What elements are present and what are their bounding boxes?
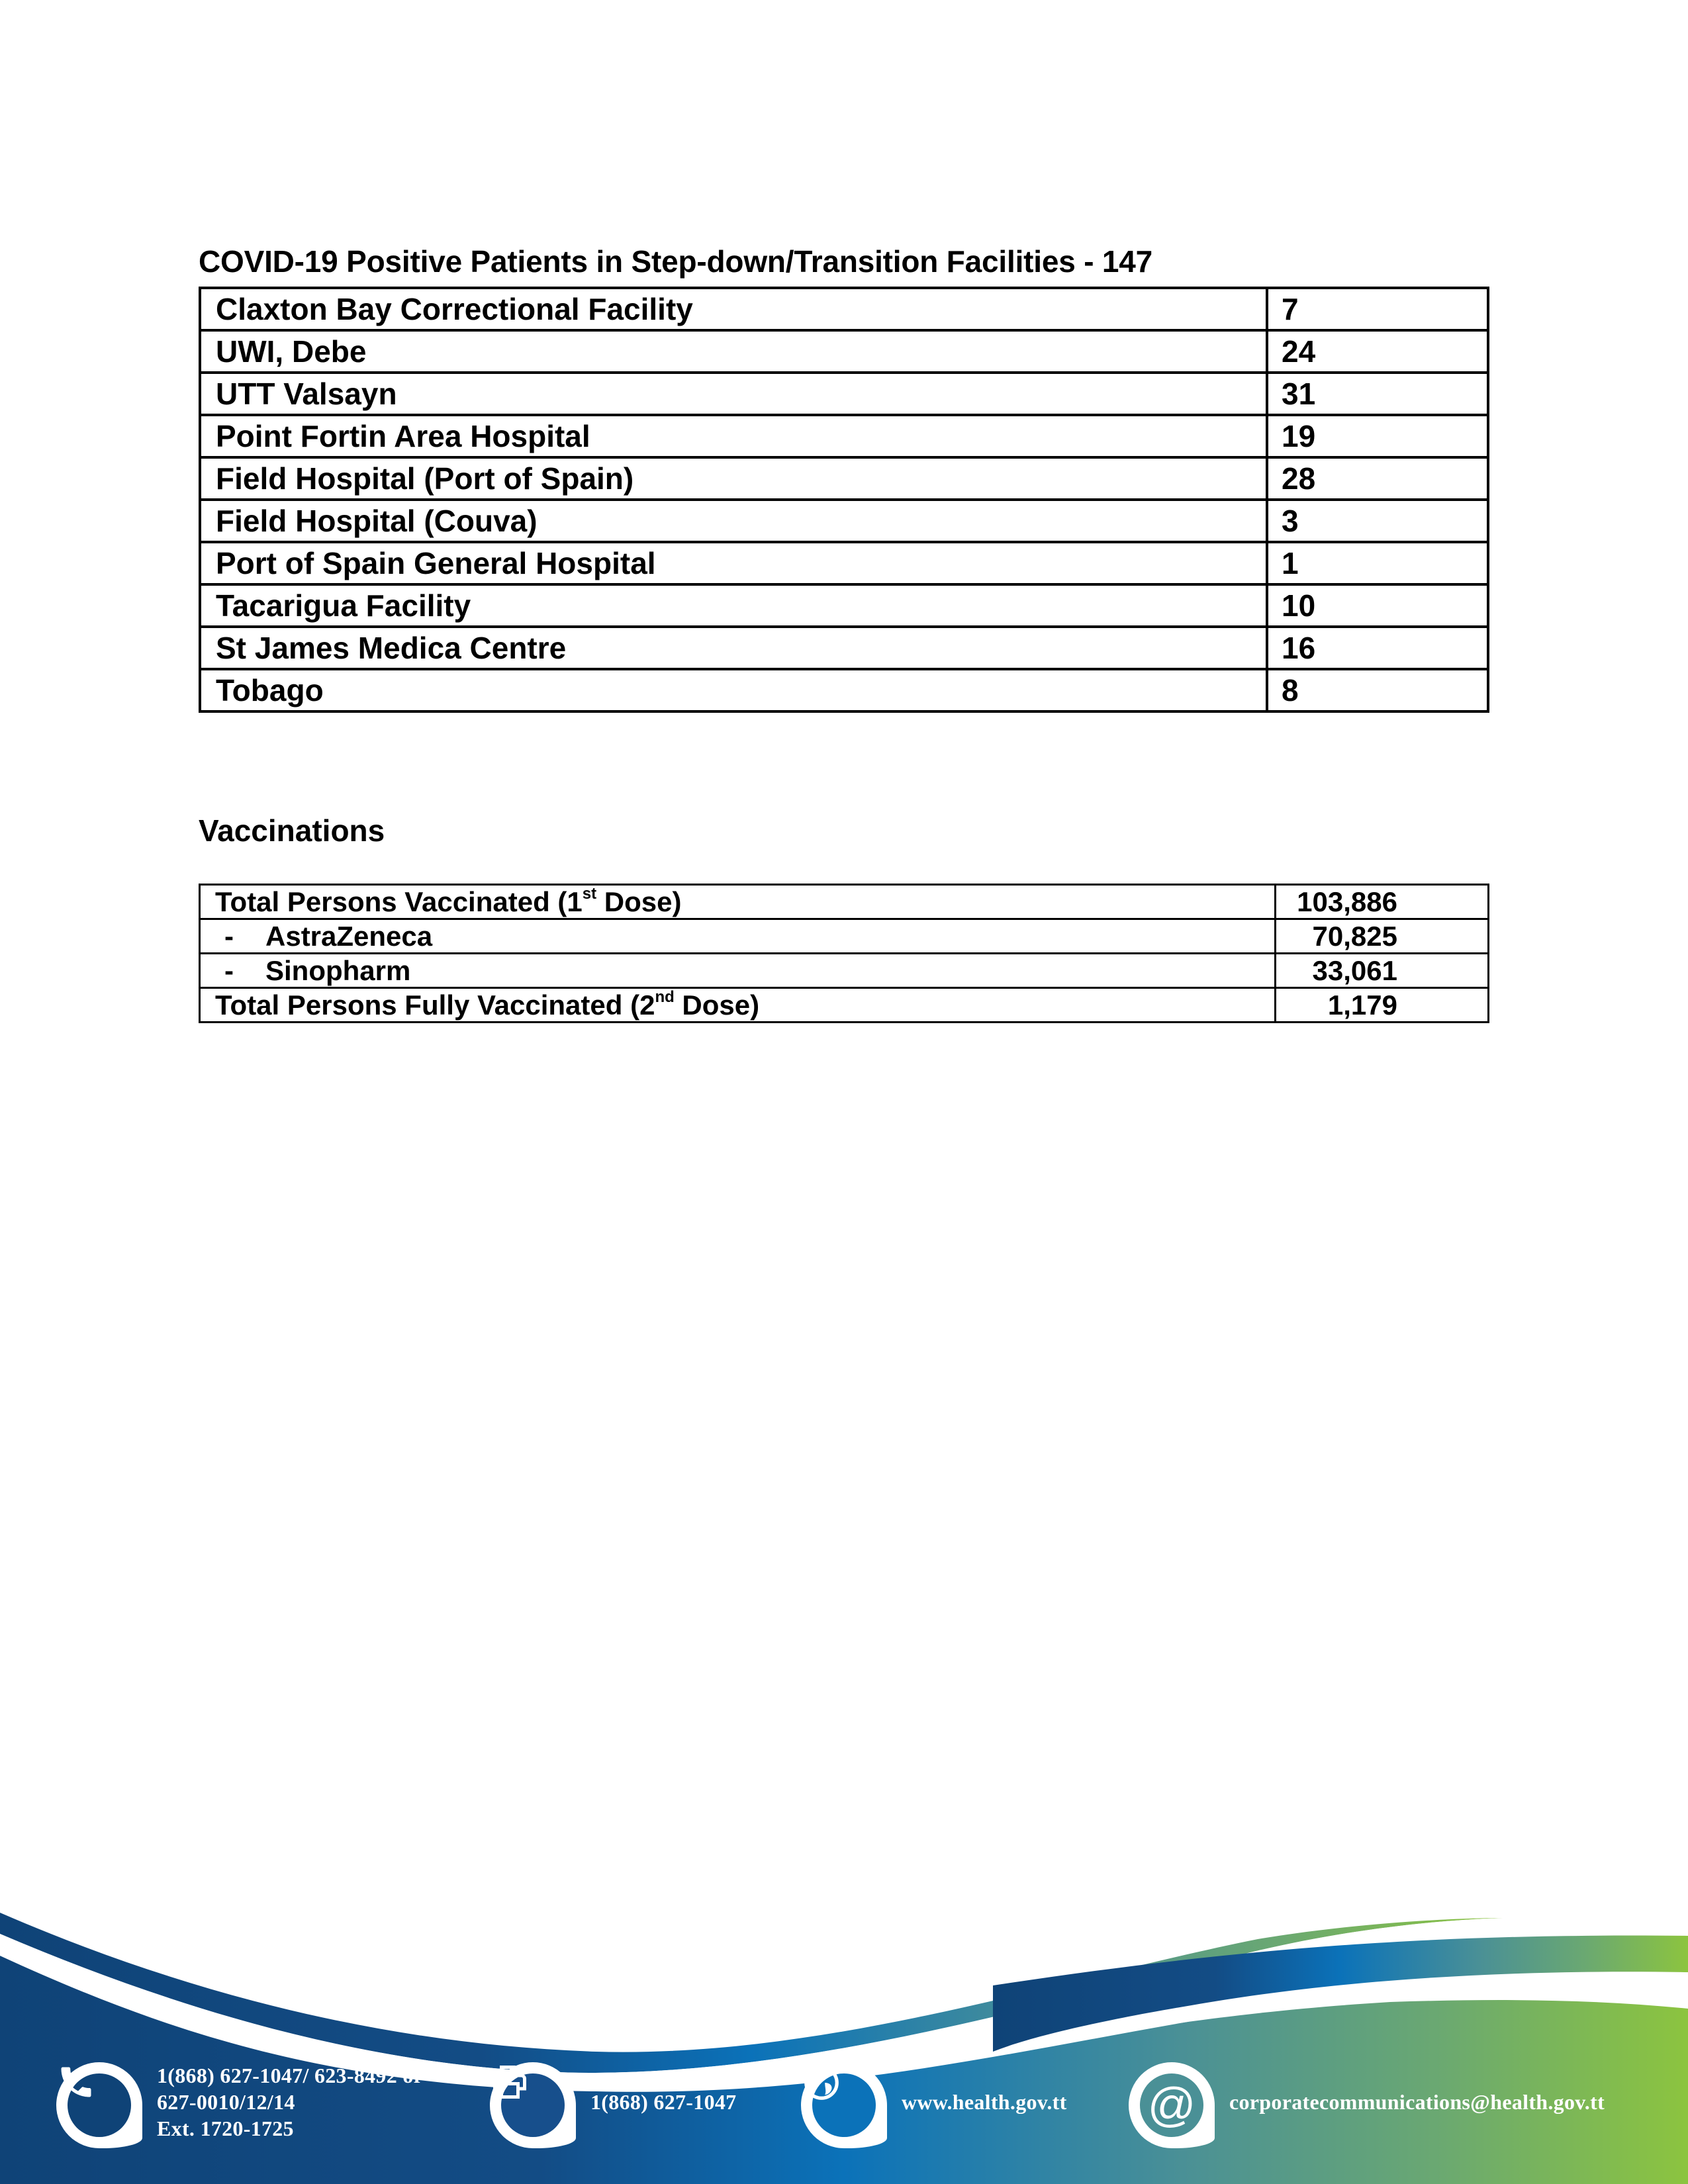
table-row — [200, 988, 1489, 1023]
fax-printer-icon — [501, 2073, 565, 2137]
table-row — [200, 584, 1488, 627]
facility-count: 7 — [1267, 288, 1488, 330]
facility-count: 3 — [1267, 500, 1488, 542]
phone-line: 627-0010/12/14 — [157, 2090, 295, 2114]
table-row — [200, 669, 1488, 711]
vaccination-label — [200, 885, 1276, 919]
facility-name: Port of Spain General Hospital — [200, 542, 1267, 584]
email-icon-badge — [1129, 2062, 1215, 2148]
facility-name: Field Hospital (Port of Spain) — [200, 457, 1267, 500]
vaccination-count: 103,886 — [1276, 885, 1489, 919]
vaccination-count: 70,825 — [1276, 919, 1489, 954]
table-row — [200, 885, 1489, 919]
ordinal-suffix: nd — [655, 988, 675, 1006]
table-row — [200, 500, 1488, 542]
phone-icon — [68, 2073, 131, 2137]
table-row — [200, 542, 1488, 584]
table-row — [200, 457, 1488, 500]
table-row — [200, 627, 1488, 669]
table-row — [200, 954, 1489, 988]
facility-count: 31 — [1267, 373, 1488, 415]
facility-name: UTT Valsayn — [200, 373, 1267, 415]
list-dash: - — [224, 955, 234, 986]
facility-name: Point Fortin Area Hospital — [200, 415, 1267, 457]
label-text: AstraZeneca — [265, 921, 433, 952]
label-text: Dose) — [596, 886, 682, 917]
label-text: Dose) — [674, 989, 760, 1021]
vaccinations-table — [199, 884, 1489, 1023]
vaccination-label — [200, 988, 1276, 1023]
facility-count: 28 — [1267, 457, 1488, 500]
vaccination-label — [200, 954, 1276, 988]
facilities-table — [199, 287, 1489, 713]
vaccination-label — [200, 919, 1276, 954]
phone-icon-badge — [56, 2062, 142, 2148]
vaccinations-section-title: Vaccinations — [199, 813, 385, 848]
contact-phone — [56, 2062, 423, 2148]
fax-icon-badge — [490, 2062, 576, 2148]
label-text: Sinopharm — [265, 955, 411, 986]
footer-banner — [0, 1893, 1688, 2184]
label-text: Total Persons Vaccinated (1 — [215, 886, 583, 917]
facility-name: Field Hospital (Couva) — [200, 500, 1267, 542]
facility-count: 10 — [1267, 584, 1488, 627]
facilities-section-title: COVID-19 Positive Patients in Step-down/Transition Facilities - 147 — [199, 244, 1153, 279]
facility-count: 1 — [1267, 542, 1488, 584]
website-icon-badge — [801, 2062, 887, 2148]
phone-line: 1(868) 627-1047/ 623-8492 or — [157, 2064, 424, 2087]
ordinal-suffix: st — [582, 885, 597, 903]
vaccination-count: 33,061 — [1276, 954, 1489, 988]
facility-count: 24 — [1267, 330, 1488, 373]
facility-count: 8 — [1267, 669, 1488, 711]
label-text: Total Persons Fully Vaccinated (2 — [215, 989, 655, 1021]
phone-extension: Ext. 1720-1725 — [157, 2116, 294, 2140]
list-dash: - — [224, 921, 234, 952]
table-row — [200, 330, 1488, 373]
fax-number: 1(868) 627-1047 — [590, 2090, 737, 2114]
vaccination-count: 1,179 — [1276, 988, 1489, 1023]
email-link[interactable]: corporatecommunications@health.gov.tt — [1229, 2090, 1605, 2114]
phone-numbers — [157, 2062, 423, 2142]
facility-name: St James Medica Centre — [200, 627, 1267, 669]
contact-website — [801, 2062, 1067, 2148]
table-row — [200, 373, 1488, 415]
facility-count: 16 — [1267, 627, 1488, 669]
contact-email — [1129, 2062, 1605, 2148]
at-sign-icon: @ — [1140, 2073, 1203, 2137]
facility-name: Claxton Bay Correctional Facility — [200, 288, 1267, 330]
table-row — [200, 288, 1488, 330]
table-row — [200, 415, 1488, 457]
facility-name: UWI, Debe — [200, 330, 1267, 373]
globe-search-icon — [812, 2073, 876, 2137]
contact-fax — [490, 2062, 736, 2148]
facility-name: Tacarigua Facility — [200, 584, 1267, 627]
facility-count: 19 — [1267, 415, 1488, 457]
facility-name: Tobago — [200, 669, 1267, 711]
website-link[interactable]: www.health.gov.tt — [902, 2090, 1067, 2114]
table-row — [200, 919, 1489, 954]
